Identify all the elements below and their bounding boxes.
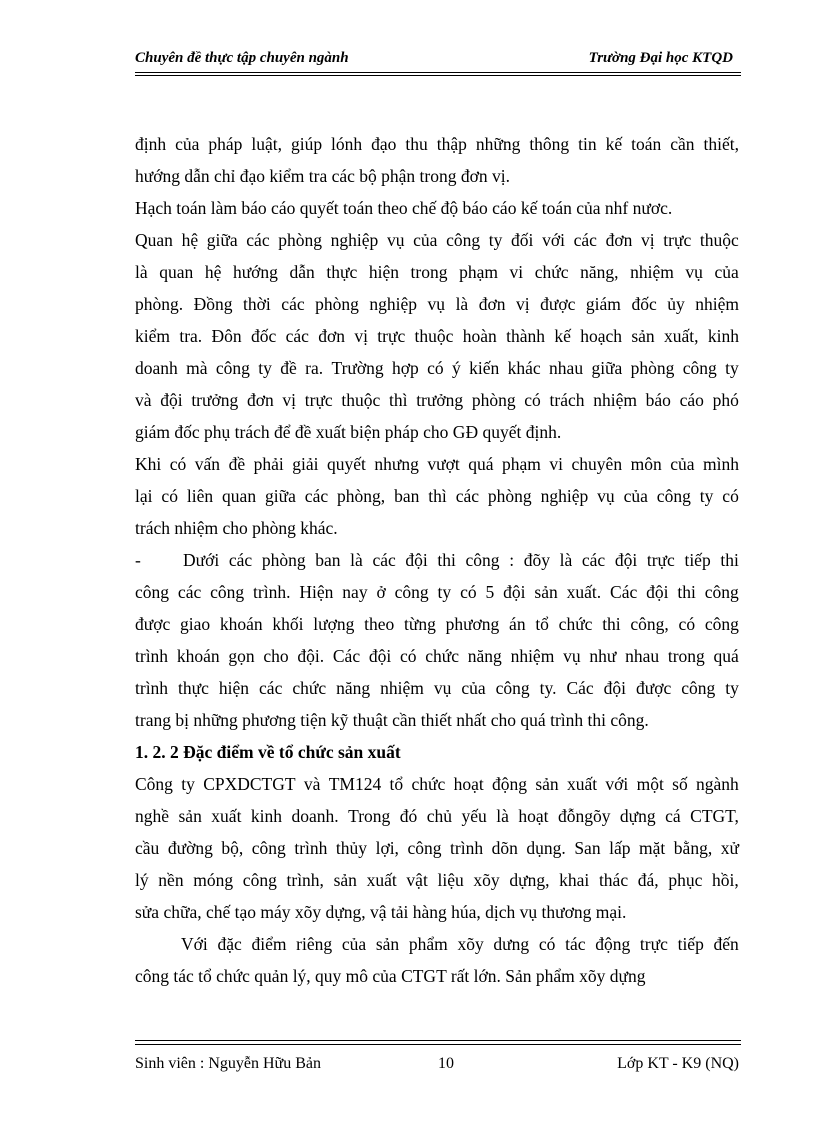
text-line: lại có liên quan giữa các phòng, ban thì các phòng nghiệp vụ của công ty có [135,486,739,506]
page-header [135,50,733,70]
text-line: kiểm tra. Đôn đốc các đơn vị trực thuộc hoàn thành kế hoạch sản xuất, kinh [135,326,739,346]
paragraph [135,544,739,736]
text-line: và đội trưởng đơn vị trực thuộc thì trưởng phòng có trách nhiệm báo cáo phó [135,390,739,410]
text-line: lý nền móng công trình, sản xuất vật liệu xõy dựng, khai thác đá, phục hồi, [135,870,739,890]
text-line: Khi có vấn đề phải giải quyết nhưng vượt quá phạm vi chuyên môn của mình [135,454,739,474]
text-line: công các công trình. Hiện nay ở công ty có 5 đội sản xuất. Các đội thi công [135,582,739,602]
footer-class: Lớp KT - K9 (NQ) [617,1055,739,1072]
paragraph [135,928,739,992]
paragraph [135,448,739,544]
list-dash: - [135,550,141,570]
paragraph [135,768,739,928]
paragraph [135,224,739,448]
text-line [135,544,739,576]
text-line-content: Dưới các phòng ban là các đội thi công : đõy là các đội trực tiếp thi [183,550,739,570]
text-line: doanh mà công ty đề ra. Trường hợp có ý kiến khác nhau giữa phòng công ty [135,358,739,378]
footer-student: Sinh viên : Nguyễn Hữu Bản [135,1055,321,1072]
text-line: sửa chữa, chế tạo máy xõy dựng, vậ tải hàng húa, dịch vụ thương mại. [135,902,627,922]
section-heading: 1. 2. 2 Đặc điểm về tổ chức sản xuất [135,742,401,762]
text-line: Hạch toán làm báo cáo quyết toán theo chế độ báo cáo kế toán của nhf nươc. [135,198,673,218]
header-rule-top [135,72,741,73]
text-line: trang bị những phương tiện kỹ thuật cần thiết nhất cho quá trình thi công. [135,710,649,730]
text-line: cầu đường bộ, công trình thủy lợi, công trình dõn dụng. San lấp mặt bằng, xử [135,838,739,858]
text-line: công tác tổ chức quản lý, quy mô của CTGT rất lớn. Sản phẩm xõy dựng [135,966,646,986]
header-university: Trường Đại học KTQD [588,50,733,66]
text-line: là quan hệ hướng dẫn thực hiện trong phạm vi chức năng, nhiệm vụ của [135,262,739,282]
footer-rule-top [135,1040,741,1041]
text-line: phòng. Đồng thời các phòng nghiệp vụ là đơn vị được giám đốc ủy nhiệm [135,294,739,314]
paragraph-group-1 [135,128,739,736]
page-number: 10 [438,1055,454,1072]
page-footer [135,1055,739,1077]
header-rule-bottom [135,75,741,76]
text-line: nghề sản xuất kinh doanh. Trong đó chủ yếu là hoạt đỗngõy dựng cá CTGT, [135,806,739,826]
text-line: Công ty CPXDCTGT và TM124 tổ chức hoạt động sản xuất với một số ngành [135,774,739,794]
text-line: giám đốc phụ trách để đề xuất biện pháp cho GĐ quyết định. [135,422,562,442]
text-line: trình thực hiện các chức năng nhiệm vụ của công ty. Các đội được công ty [135,678,739,698]
text-line: được giao khoán khối lượng theo từng phương án tổ chức thi công, có công [135,614,739,634]
footer-rule-bottom [135,1044,741,1045]
text-line: trách nhiệm cho phòng khác. [135,518,338,538]
text-line: định của pháp luật, giúp lónh đạo thu thập những thông tin kế toán cần thiết, [135,134,739,154]
text-line: hướng dẫn chỉ đạo kiểm tra các bộ phận trong đơn vị. [135,166,510,186]
header-course-title: Chuyên đề thực tập chuyên ngành [135,50,349,66]
paragraph [135,128,739,192]
text-line: trình khoán gọn cho đội. Các đội có chức năng nhiệm vụ như nhau trong quá [135,646,739,666]
text-line: Quan hệ giữa các phòng nghiệp vụ của công ty đối với các đơn vị trực thuộc [135,230,739,250]
body-text [135,128,739,992]
paragraph-group-2 [135,768,739,992]
text-line: Với đặc điểm riêng của sản phẩm xõy dưng có tác động trực tiếp đến [181,934,739,954]
paragraph [135,192,739,224]
